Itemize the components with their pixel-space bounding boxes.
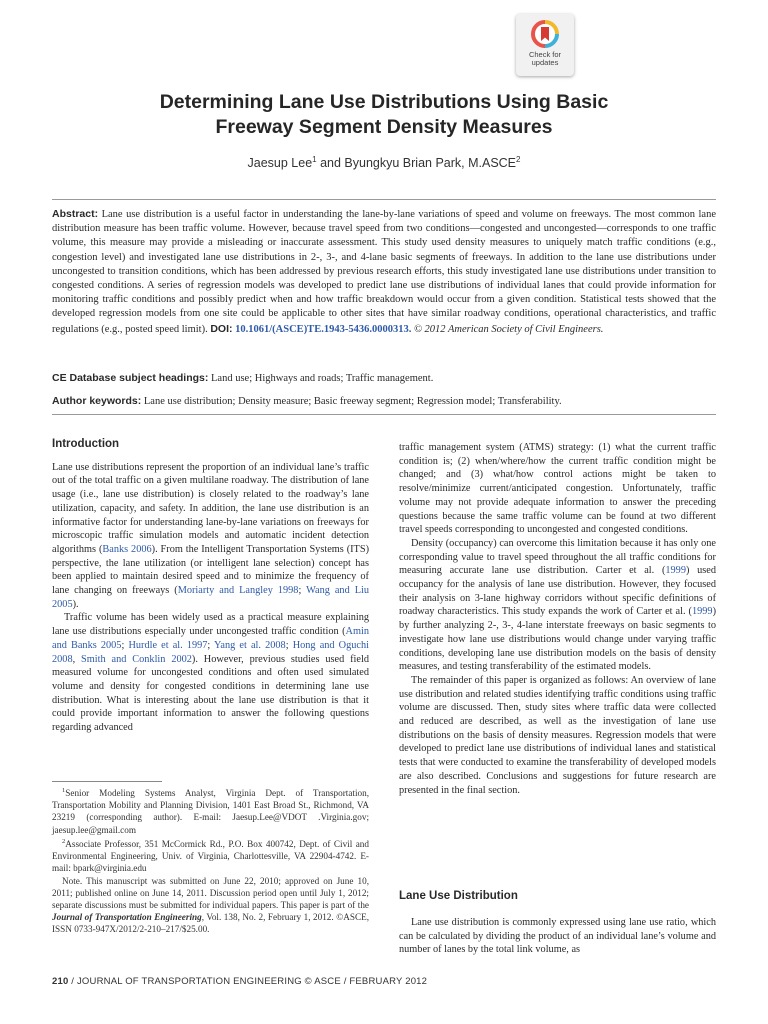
abstract [52,207,716,337]
author-keywords [52,394,716,409]
note-text-a: Note. This manuscript was submitted on June 22, 2010; approved on June 10, 2011; published online on June 14, 2011. Discussion period open until July 1, 2012; separate discussions must be submitted for individual papers. This paper is part of the [52,875,369,910]
top-divider [52,199,716,200]
footnote-2-text: Associate Professor, 351 McCormick Rd., P.O. Box 400742, Dept. of Civil and Environmental Engineering, Univ. of Virginia, Charlottesville, VA 22904-4742. E-mail: bpark@virginia.edu [52,838,369,874]
sep: ; [207,639,215,651]
author-1-affiliation: 1 [312,155,317,164]
sep: ; [285,639,293,651]
lane-use-distribution-section [399,890,716,904]
ref-yang[interactable]: Yang et al. 2008 [214,639,286,651]
authors [60,155,708,170]
journal-name: Journal of Transportation Engineering [52,912,202,923]
ref-wang-liu[interactable]: Wang and Liu 2005 [52,585,369,610]
paper-title [60,90,708,140]
right-column [399,441,716,797]
ref-smith-conklin[interactable]: Smith and Conklin 2002 [81,653,192,665]
badge-line1: Check for [528,50,562,59]
sep: , [72,653,82,665]
author-keywords-text: Lane use distribution; Density measure; Basic freeway segment; Regression model; Transferability. [141,396,562,407]
author-keywords-label: Author keywords: [52,395,142,407]
right-paragraph-3: The remainder of this paper is organized as follows: An overview of lane use distribution and related studies identifying traffic conditions using traffic volume are discussed. Then, study sites where traffic data were collected and reduced are described, as well as the investigation of lane use distributions on the basis of density measures. Regression models that were developed to predict lane use distributions of individual lanes and statistical tests that were conducted to examine the transferability of developed models are also described. Conclusions and suggestions for future research are presented in the final section. [399,674,716,796]
ref-hurdle[interactable]: Hurdle et al. 1997 [128,639,208,651]
right-paragraph-2 [399,537,716,674]
ref-carter-1999-a[interactable]: 1999 [665,565,686,577]
subject-headings-text: Land use; Highways and roads; Traffic management. [208,373,434,384]
subject-headings-label: CE Database subject headings: [52,372,209,384]
page-number: 210 [52,976,69,987]
ref-amin-banks[interactable]: Amin and Banks 2005 [52,626,369,651]
page-footer [52,976,427,987]
intro-p2-text-a: Traffic volume has been widely used as a practical measure explaining lane use distributions especially under uncongested traffic condition ( [52,612,369,638]
footnote-1-text: Senior Modeling Systems Analyst, Virginia Dept. of Transportation, Transportation Mobility and Planning Division, 1401 East Broad St., Richmond, VA 23219 (corresponding author). E-mail: Jaesup.Lee@VDOT .Virginia.gov; jaesup.lee@gmail.com [52,788,369,835]
footnote-1 [52,785,369,836]
introduction-heading: Introduction [52,438,120,450]
badge-line2: updates [531,58,559,67]
bottom-divider [52,414,716,415]
author-2-affiliation: 2 [516,155,521,164]
sep: ; [298,585,307,597]
ref-banks-2006[interactable]: Banks 2006 [102,543,152,555]
right-paragraph-1: traffic management system (ATMS) strategy: (1) what the current traffic condition is; (2) when/where/how the current traffic condition might be changed; and (3) what/how control actions might be taken to resolve/minimize current/anticipated congestion. Unfortunately, traffic volume may not provide adequate information to answer the preceding questions because the same traffic volume can be found at two different travel speeds corresponding to uncongested and congested conditions. [399,442,716,536]
doi-label: DOI: [210,322,233,335]
footnote-2 [52,836,369,875]
lane-use-distribution-heading: Lane Use Distribution [399,890,518,902]
right-column-lower [399,916,716,957]
author-1: Jaesup Lee [247,156,313,171]
intro-paragraph-2 [52,611,369,734]
author-connector: and [316,156,345,171]
title-line2: Freeway Segment Density Measures [215,116,553,138]
ref-moriarty-langley[interactable]: Moriarty and Langley 1998 [177,585,299,597]
right-paragraph-4: Lane use distribution is commonly expressed using lane use ratio, which can be calculated by dividing the product of an individual lane’s volume and number of lanes by the total link volume, as [399,917,716,956]
intro-p2-text-b: ). However, previous studies used field measured volume for uncongested conditions and often used simulated volume and density for congested conditions in determining lane use distribution. What is interesting about the lane use distribution is that it could provide important information to answer the following questions regarding advanced [52,653,369,734]
footnotes [52,785,369,936]
doi-link[interactable]: 10.1061/(ASCE)TE.1943-5436.0000313. [235,323,412,335]
intro-p1-text-c: ). [72,598,79,610]
subject-headings [52,371,716,386]
crossmark-icon [530,19,560,49]
footnote-divider [52,781,162,782]
footer-text: / JOURNAL OF TRANSPORTATION ENGINEERING © ASCE / FEBRUARY 2012 [68,976,428,987]
title-line1: Determining Lane Use Distributions Using Basic [159,91,609,113]
footnote-1-marker: 1 [62,787,66,794]
right-p2-text-a: Density (occupancy) can overcome this limitation because it has only one corresponding value to travel speed throughout the all traffic conditions for measuring accurate lane use distribution. Carter et al. ( [399,537,716,577]
note-text-b: , Vol. 138, No. 2, February 1, 2012. ©ASCE, ISSN 0733-947X/2012/2-210–217/$25.00. [52,912,369,935]
footnote-2-marker: 2 [62,837,66,845]
author-2: Byungkyu Brian Park, M.ASCE [344,156,517,171]
copyright: © 2012 American Society of Civil Engineers. [411,323,604,335]
abstract-label: Abstract: [52,208,99,220]
right-p2-text-c: ) by further analyzing 2-, 3-, 4-lane interstate freeways on basic segments to investigate how lane use distributions would change under varying traffic conditions, developing lane use distribution models on the basis of density measures, and testing transferability of the estimated models. [399,606,716,673]
left-column [52,438,369,735]
check-for-updates-badge[interactable] [516,14,574,76]
ref-hong-oguchi[interactable]: Hong and Oguchi 2008 [52,639,369,665]
sep: ; [121,639,129,651]
abstract-text: Lane use distribution is a useful factor in understanding the lane-by-lane variations of speed and volume on freeways. The most common lane distribution measure has been traffic volume. However, because travel speed from two conditions—congested and uncongested—corresponds to one traffic volume, this measure may provide a misleading or inaccurate assessment. This study used density measures to uniquely match traffic conditions (e.g., congestion level) and investigated lane use distributions in 2-, 3-, and 4-lane basic segments of freeways. In addition to the lane use distributions under uncongested to transition conditions, which has been addressed by previous research efforts, this study investigated lane use distributions under transition to congested conditions. A series of regression models was developed to predict lane use distributions of individual lanes that could provide information for monitoring traffic conditions and possibly predict when and how traffic breakdown would occur from a given condition. Statistical tests showed that the developed regression models from one site could be applicable to other sites that have similar roadway conditions, operational characteristics, and traffic regulations (e.g., posted speed limit). [52,209,716,335]
intro-paragraph-1 [52,461,369,612]
ref-carter-1999-b[interactable]: 1999 [691,606,713,618]
intro-p1-text-b: ). From the Intelligent Transportation Systems (ITS) perspective, the lane utilization (or intelligent lane selection) concept has been applied to maintain desired speed and to minimize the frequency of lane changing on freeways ( [52,543,369,597]
submission-note [52,875,369,936]
right-p2-text-b: ) used occupancy for the analysis of lane use distribution. However, they focused their analysis on 3-lane highway corridors without specific definitions of roadway characteristics. This study expands the work of Carter et al. ( [399,565,716,618]
intro-p1-text-a: Lane use distributions represent the proportion of an individual lane’s traffic out of the total traffic on a given multilane roadway. The distribution of lane usage (i.e., lane use distribution) is closely related to the roadway’s lane utilization, capacity, and safety. In addition, the lane use distribution is an informative factor for understanding lane-by-lane variations on freeways for microscopic traffic simulation models and automatic incident detection algorithms ( [52,461,369,555]
